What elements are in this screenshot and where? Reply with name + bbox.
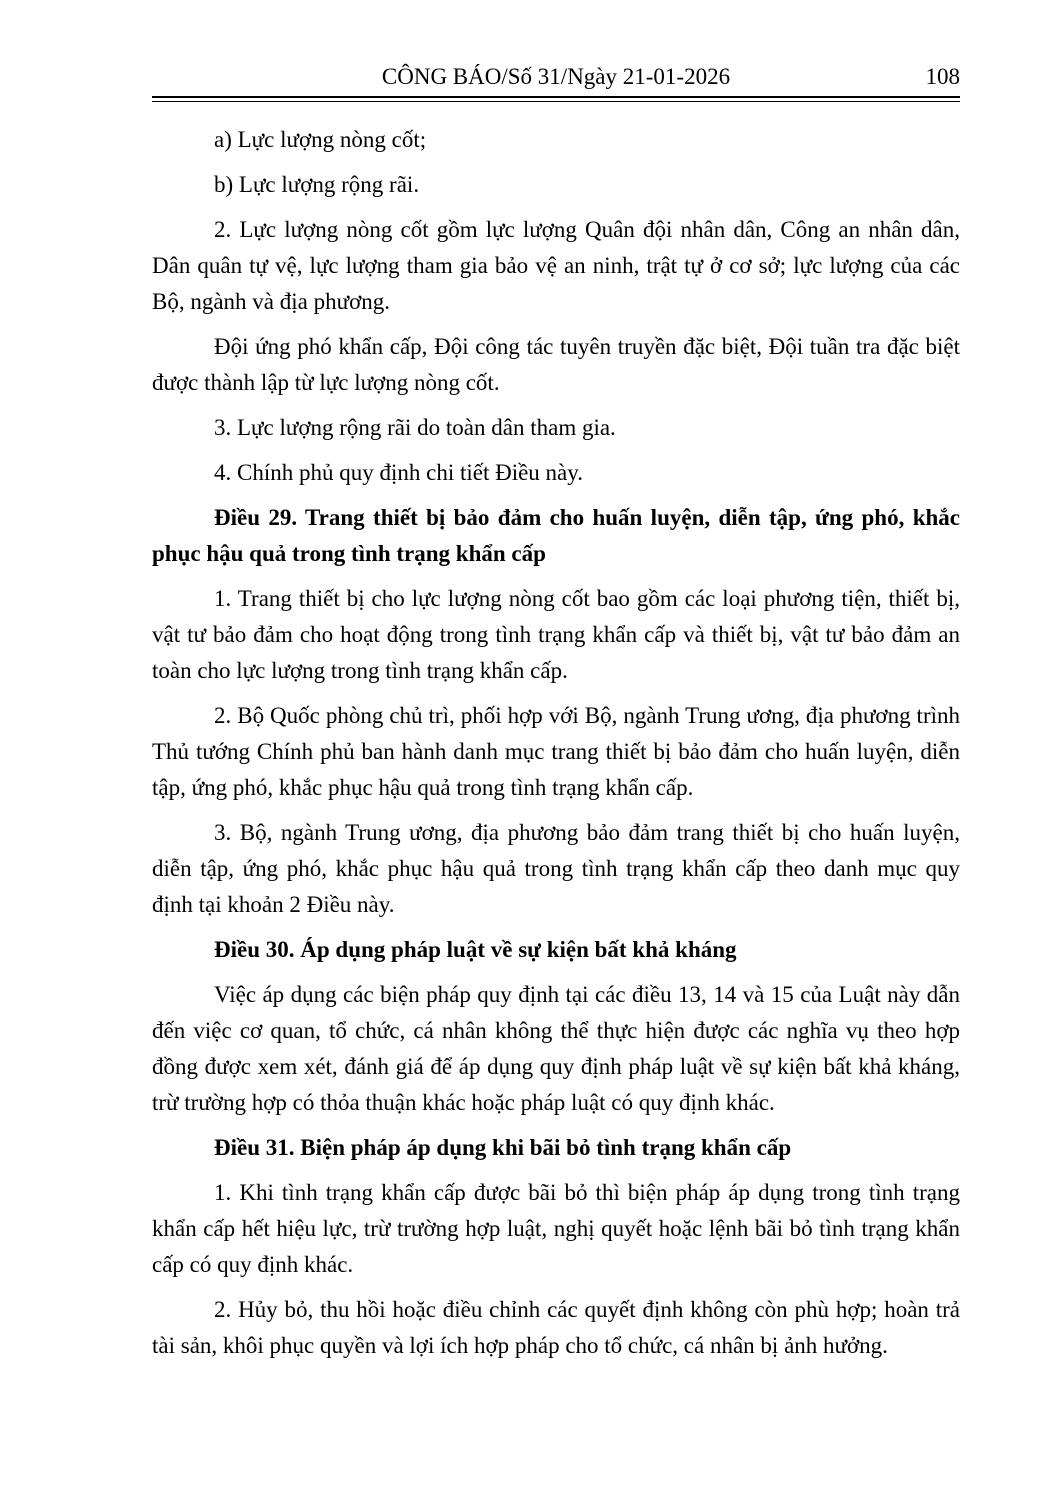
paragraph-clause-3: 3. Lực lượng rộng rãi do toàn dân tham gia. — [214, 415, 616, 440]
paragraph-item-b: b) Lực lượng rộng rãi. — [214, 172, 420, 197]
article-30-body: Việc áp dụng các biện pháp quy định tại các điều 13, 14 và 15 của Luật này dẫn đến việc cơ quan, tổ chức, cá nhân không thể thực hiện được các nghĩa vụ theo hợp đồng được xem xét, đánh giá để áp dụng quy định pháp luật về sự kiện bất khả kháng, trừ trường hợp có thỏa thuận khác hoặc pháp luật có quy định khác. — [152, 982, 960, 1115]
paragraph-item-a: a) Lực lượng nòng cốt; — [214, 127, 427, 152]
document-body — [152, 122, 960, 1364]
header-rule-thick — [152, 96, 960, 98]
paragraph-clause-2: 2. Lực lượng nòng cốt gồm lực lượng Quân đội nhân dân, Công an nhân dân, Dân quân tự vệ, lực lượng tham gia bảo vệ an ninh, trật tự ở cơ sở; lực lượng của các Bộ, ngành và địa phương. — [152, 217, 960, 314]
article-31-clause-2: 2. Hủy bỏ, thu hồi hoặc điều chỉnh các quyết định không còn phù hợp; hoàn trả tài sản, khôi phục quyền và lợi ích hợp pháp cho tổ chức, cá nhân bị ảnh hưởng. — [152, 1297, 960, 1358]
gazette-title: CÔNG BÁO/Số 31/Ngày 21-01-2026 — [381, 64, 731, 89]
article-30-heading: Điều 30. Áp dụng pháp luật về sự kiện bất khả kháng — [214, 937, 737, 962]
article-29-heading: Điều 29. Trang thiết bị bảo đảm cho huấn luyện, diễn tập, ứng phó, khắc phục hậu quả trong tình trạng khẩn cấp — [152, 505, 960, 566]
paragraph-clause-4: 4. Chính phủ quy định chi tiết Điều này. — [214, 460, 584, 485]
article-29-clause-3: 3. Bộ, ngành Trung ương, địa phương bảo đảm trang thiết bị cho huấn luyện, diễn tập, ứng phó, khắc phục hậu quả trong tình trạng khẩn cấp theo danh mục quy định tại khoản 2 Điều này. — [152, 820, 960, 917]
page-header — [152, 62, 960, 96]
article-29-clause-1: 1. Trang thiết bị cho lực lượng nòng cốt bao gồm các loại phương tiện, thiết bị, vật tư bảo đảm cho hoạt động trong tình trạng khẩn cấp và thiết bị, vật tư bảo đảm an toàn cho lực lượng trong tình trạng khẩn cấp. — [152, 586, 960, 683]
article-29-clause-2: 2. Bộ Quốc phòng chủ trì, phối hợp với Bộ, ngành Trung ương, địa phương trình Thủ tướng Chính phủ ban hành danh mục trang thiết bị bảo đảm cho huấn luyện, diễn tập, ứng phó, khắc phục hậu quả trong tình trạng khẩn cấp. — [152, 703, 960, 800]
article-31-clause-1: 1. Khi tình trạng khẩn cấp được bãi bỏ thì biện pháp áp dụng trong tình trạng khẩn cấp hết hiệu lực, trừ trường hợp luật, nghị quyết hoặc lệnh bãi bỏ tình trạng khẩn cấp có quy định khác. — [152, 1180, 960, 1277]
article-31-heading: Điều 31. Biện pháp áp dụng khi bãi bỏ tình trạng khẩn cấp — [214, 1135, 792, 1160]
paragraph-teams: Đội ứng phó khẩn cấp, Đội công tác tuyên truyền đặc biệt, Đội tuần tra đặc biệt được thành lập từ lực lượng nòng cốt. — [152, 334, 960, 395]
page-number: 108 — [925, 64, 960, 89]
header-rule-thin — [152, 101, 960, 102]
